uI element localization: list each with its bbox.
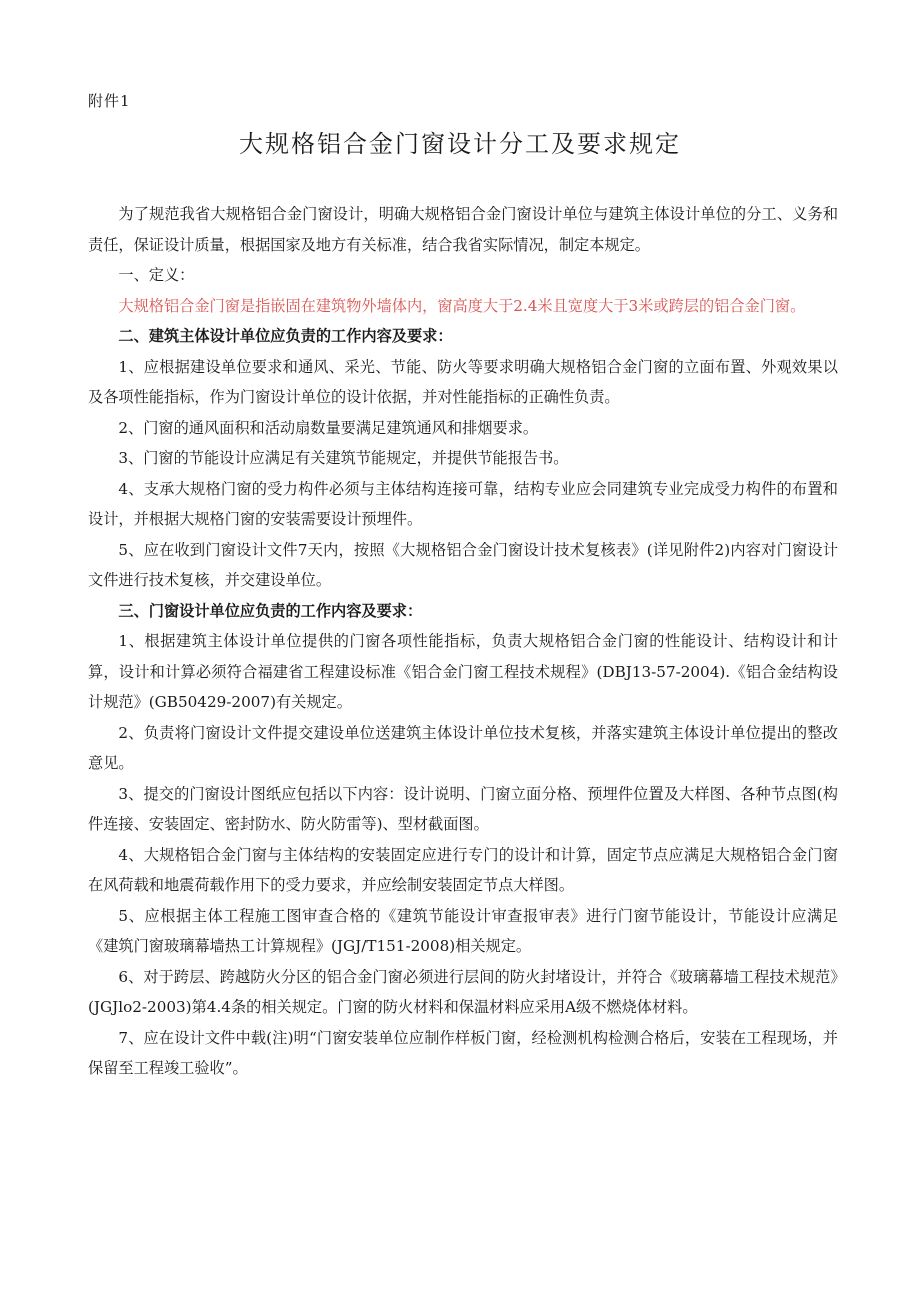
clause-paragraph: 2、门窗的通风面积和活动扇数量要满足建筑通风和排烟要求。 bbox=[118, 418, 539, 437]
document-title: 大规格铝合金门窗设计分工及要求规定 bbox=[239, 130, 681, 158]
section-heading-main-designer: 二、建筑主体设计单位应负责的工作内容及要求： bbox=[118, 327, 453, 345]
clause-paragraph: 3、提交的门窗设计图纸应包括以下内容：设计说明、门窗立面分格、预埋件位置及大样图、各种节点图(构件连接、安装固定、密封防水、防火防雷等)、型材截面图。 bbox=[88, 784, 838, 833]
clause-paragraph: 5、应根据主体工程施工图审查合格的《建筑节能设计审查报审表》进行门窗节能设计，节能设计应满足《建筑门窗玻璃幕墙热工计算规程》(JGJ/T151-2008)相关规定。 bbox=[88, 906, 838, 955]
clause-paragraph: 4、支承大规格门窗的受力构件必须与主体结构连接可靠，结构专业应会同建筑专业完成受力构件的布置和设计，并根据大规格门窗的安装需要设计预埋件。 bbox=[88, 479, 838, 528]
definition-paragraph: 大规格铝合金门窗是指嵌固在建筑物外墙体内，窗高度大于2.4米且宽度大于3米或跨层的铝合金门窗。 bbox=[118, 296, 806, 315]
intro-paragraph: 为了规范我省大规格铝合金门窗设计，明确大规格铝合金门窗设计单位与建筑主体设计单位的分工、义务和责任，保证设计质量，根据国家及地方有关标准，结合我省实际情况，制定本规定。 bbox=[88, 205, 838, 254]
clause-paragraph: 1、应根据建设单位要求和通风、采光、节能、防火等要求明确大规格铝合金门窗的立面布置、外观效果以及各项性能指标，作为门窗设计单位的设计依据，并对性能指标的正确性负责。 bbox=[88, 357, 838, 406]
attachment-label: 附件1 bbox=[88, 92, 131, 110]
document-body bbox=[88, 199, 838, 1084]
clause-paragraph: 5、应在收到门窗设计文件7天内，按照《大规格铝合金门窗设计技术复核表》(详见附件2)内容对门窗设计文件进行技术复核，并交建设单位。 bbox=[88, 540, 838, 589]
clause-paragraph: 1、根据建筑主体设计单位提供的门窗各项性能指标，负责大规格铝合金门窗的性能设计、结构设计和计算，设计和计算必须符合福建省工程建设标准《铝合金门窗工程技术规程》(DBJ13-57-2004).《铝合金结构设计规范》(GB50429-2007)有关规定。 bbox=[88, 632, 838, 711]
section-heading-definition: 一、定义： bbox=[118, 266, 195, 284]
section-heading-window-designer: 三、门窗设计单位应负责的工作内容及要求： bbox=[118, 601, 423, 620]
clause-paragraph: 4、大规格铝合金门窗与主体结构的安装固定应进行专门的设计和计算，固定节点应满足大规格铝合金门窗在风荷载和地震荷载作用下的受力要求，并应绘制安装固定节点大样图。 bbox=[88, 845, 838, 894]
clause-paragraph: 3、门窗的节能设计应满足有关建筑节能规定，并提供节能报告书。 bbox=[118, 449, 569, 467]
clause-paragraph: 2、负责将门窗设计文件提交建设单位送建筑主体设计单位技术复核，并落实建筑主体设计单位提出的整改意见。 bbox=[88, 723, 838, 772]
clause-paragraph: 7、应在设计文件中载(注)明“门窗安装单位应制作样板门窗，经检测机构检测合格后，安装在工程现场，并保留至工程竣工验收”。 bbox=[88, 1028, 838, 1077]
clause-paragraph: 6、对于跨层、跨越防火分区的铝合金门窗必须进行层间的防火封堵设计，并符合《玻璃幕墙工程技术规范》(JGJlo2-2003)第4.4条的相关规定。门窗的防火材料和保温材料应采用A级不燃烧体材料。 bbox=[88, 967, 838, 1016]
